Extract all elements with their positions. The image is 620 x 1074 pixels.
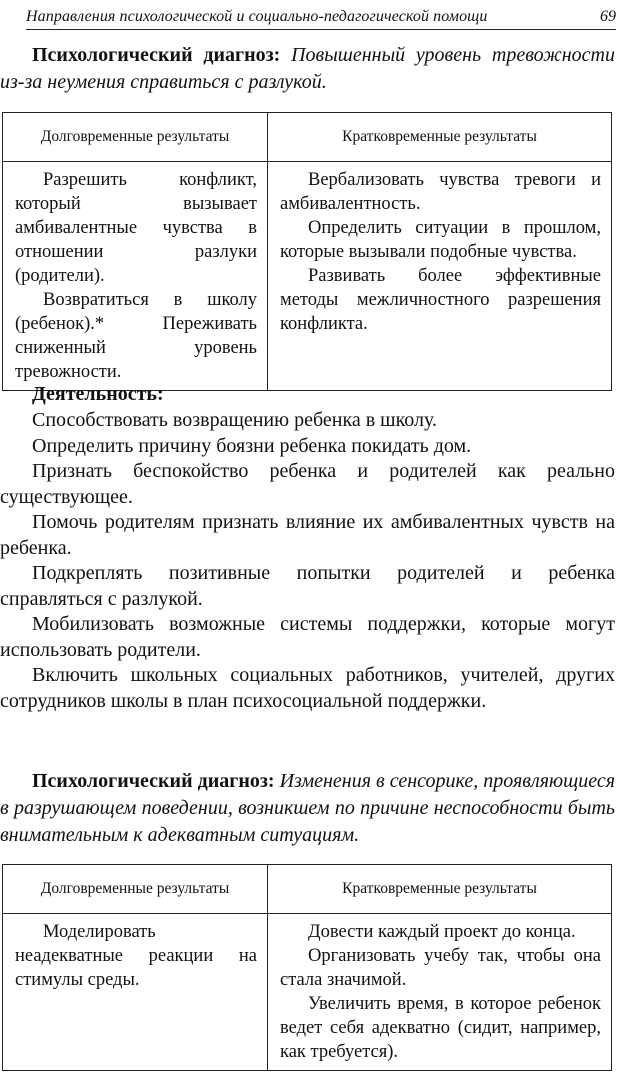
diagnosis-2-text: Изменения в сенсорике, проявляющиеся в разрушающем поведении, возникшем по причине неспособности быть внимательным к адекватным ситуациям.: [0, 770, 615, 846]
page-header: [26, 0, 616, 30]
table-2-header-long: Долговременные результаты: [3, 865, 268, 914]
table-2-short-item: Довести каждый проект до конца.: [308, 922, 576, 942]
table-2-long-item: Моделировать неадекватные реакции на стимулы среды.: [15, 922, 257, 990]
diagnosis-2-label: Психологический диагноз:: [32, 770, 275, 792]
diagnosis-2: [0, 768, 615, 849]
activity-list: [0, 408, 615, 714]
results-table-1: [2, 112, 612, 391]
activity-heading: Деятельность:: [32, 383, 164, 405]
activity-item: Способствовать возвращению ребенка в школу.: [32, 409, 437, 431]
table-1-long-item: Разрешить конфликт, который вызывает амбивалентные чувства в отношении разлуки (родители).: [15, 170, 257, 286]
table-1-short-item: Определить ситуации в прошлом, которые вызывали подобные чувства.: [280, 218, 601, 262]
results-table-2: [2, 864, 612, 1071]
table-1-long-cell: [3, 162, 268, 391]
table-1-short-cell: [268, 162, 612, 391]
running-title: Направления психологической и социально-педагогической помощи: [26, 8, 488, 25]
table-1-short-item: Развивать более эффективные методы межличностного разрешения конфликта.: [280, 266, 601, 334]
diagnosis-1: [0, 42, 615, 96]
table-1-header-long: Долговременные результаты: [3, 113, 268, 162]
table-2-short-item: Увеличить время, в которое ребенок ведет себя адекватно (сидит, например, как требуется).: [280, 994, 601, 1062]
table-2-short-item: Организовать учебу так, чтобы она стала значимой.: [280, 946, 601, 990]
table-1-header-short: Кратковременные результаты: [268, 113, 612, 162]
diagnosis-1-label: Психологический диагноз:: [32, 44, 281, 66]
activity-item: Подкреплять позитивные попытки родителей и ребенка справляться с разлукой.: [0, 562, 615, 610]
table-2-long-cell: [3, 914, 268, 1071]
activity-item: Мобилизовать возможные системы поддержки, которые могут использовать родители.: [0, 613, 615, 661]
table-1-short-item: Вербализовать чувства тревоги и амбивалентность.: [280, 170, 601, 214]
activity-item: Помочь родителям признать влияние их амбивалентных чувств на ребенка.: [0, 511, 615, 559]
activity-item: Включить школьных социальных работников, учителей, других сотрудников школы в план психосоциальной поддержки.: [0, 664, 615, 712]
activity-item: Определить причину боязни ребенка покидать дом.: [32, 434, 472, 457]
table-2-short-cell: [268, 914, 612, 1071]
diagnosis-1-text: Повышенный уровень тревожности из-за неумения справиться с разлукой.: [0, 44, 615, 93]
table-1-long-item: Возвратиться в школу (ребенок).* Переживать сниженный уровень тревожности.: [15, 290, 257, 382]
table-2-header-short: Кратковременные результаты: [268, 865, 612, 914]
activity-item: Признать беспокойство ребенка и родителей как реально существующее.: [0, 460, 615, 508]
page-number: 69: [600, 8, 616, 25]
